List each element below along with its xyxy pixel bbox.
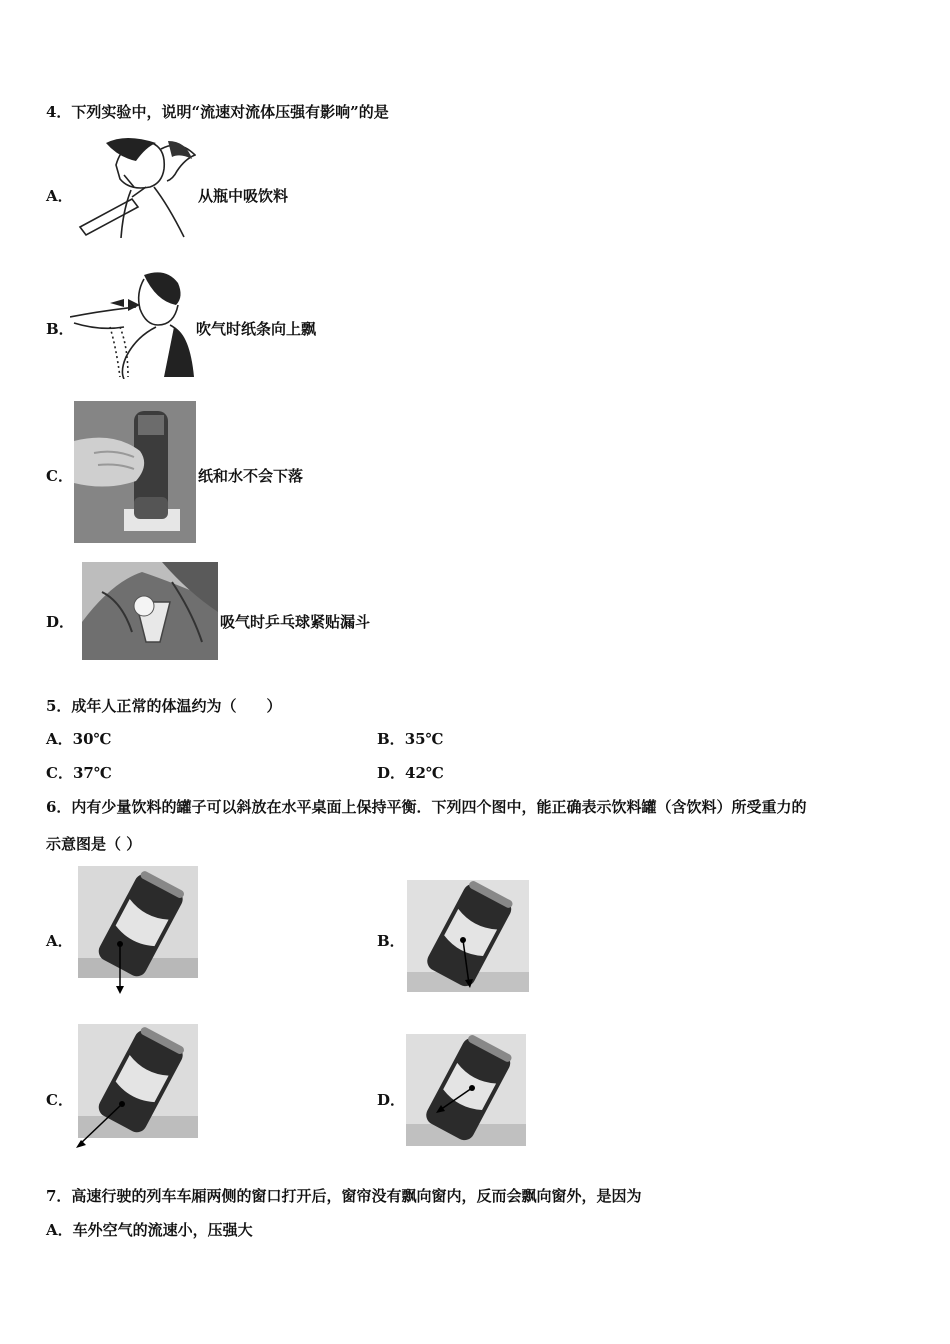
- q5-option-b-letter: B．: [377, 730, 405, 748]
- tilted-can-arrow-c-photo: [72, 1024, 198, 1152]
- q6-option-a-letter: A．: [46, 932, 73, 950]
- q7-option-a-letter: A．: [46, 1221, 73, 1239]
- q5-option-b: [377, 730, 444, 748]
- girl-drinking-bottle-illustration: [76, 135, 196, 240]
- q4-option-b-caption: 吹气时纸条向上飘: [196, 320, 317, 338]
- q4-option-b-letter: B．: [46, 320, 74, 338]
- q5-option-d-letter: D．: [377, 764, 406, 782]
- q5-option-a-value: 30℃: [72, 730, 112, 748]
- q5-option-a: [46, 730, 112, 748]
- q4-option-a-caption: 从瓶中吸饮料: [198, 187, 289, 205]
- q6-stem-line2: 示意图是（ ）: [46, 835, 142, 853]
- q6-stem-line1: 6．内有少量饮料的罐子可以斜放在水平桌面上保持平衡．下列四个图中，能正确表示饮料罐（含饮料）所受重力的: [46, 798, 807, 816]
- q4-option-a-letter: A．: [46, 187, 73, 205]
- funnel-ping-pong-photo: [82, 562, 218, 660]
- tilted-can-arrow-d-photo: [406, 1034, 526, 1146]
- q7-option-a: [46, 1221, 253, 1239]
- q6-option-b-letter: B．: [377, 932, 405, 950]
- q5-option-a-letter: A．: [46, 730, 73, 748]
- inverted-cup-paper-photo: [74, 401, 196, 543]
- q6-option-d-letter: D．: [377, 1091, 406, 1109]
- tilted-can-arrow-b-photo: [407, 880, 529, 992]
- q4-stem: 4．下列实验中，说明“流速对流体压强有影响”的是: [46, 103, 389, 121]
- q5-option-c-value: 37℃: [72, 764, 112, 782]
- q5-option-d: [377, 764, 444, 782]
- q5-option-d-value: 42℃: [405, 764, 444, 782]
- boy-blowing-paper-illustration: [70, 267, 194, 379]
- q6-option-c-letter: C．: [46, 1091, 73, 1109]
- q7-option-a-text: 车外空气的流速小，压强大: [72, 1221, 253, 1239]
- q5-option-c-letter: C．: [46, 764, 73, 782]
- tilted-can-arrow-a-photo: [78, 866, 198, 998]
- q4-option-d-letter: D．: [46, 613, 75, 631]
- q7-stem: 7．高速行驶的列车车厢两侧的窗口打开后，窗帘没有飘向窗内，反而会飘向窗外，是因为: [46, 1187, 642, 1205]
- q4-option-c-letter: C．: [46, 467, 73, 485]
- q5-option-b-value: 35℃: [404, 730, 444, 748]
- q4-option-d-caption: 吸气时乒乓球紧贴漏斗: [220, 613, 371, 631]
- q5-option-c: [46, 764, 112, 782]
- q5-stem: 5．成年人正常的体温约为（ ）: [46, 697, 282, 715]
- q4-option-c-caption: 纸和水不会下落: [198, 467, 304, 485]
